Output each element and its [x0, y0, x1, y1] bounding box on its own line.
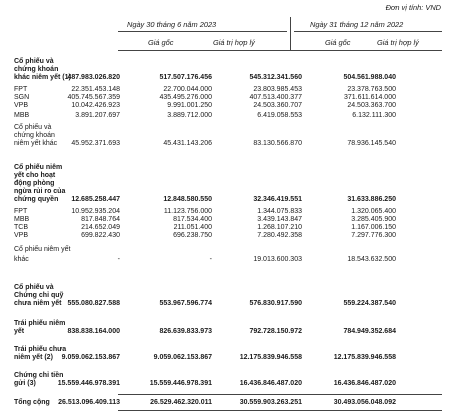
unit-note: Đơn vị tính: VND [385, 3, 441, 12]
row-label: TCB [14, 224, 28, 231]
row-value: 22.700.044.000 [163, 86, 212, 93]
row-value: 30.493.056.048.092 [333, 399, 396, 406]
row-value: 18.543.632.500 [347, 256, 396, 263]
row-value: 15.559.446.978.391 [57, 380, 120, 387]
row-label: khác [14, 256, 29, 263]
row-value: 12.175.839.946.558 [333, 354, 396, 361]
row-label: Cổ phiếu và [14, 58, 54, 65]
row-label: VPB [14, 232, 29, 239]
period-header-2022: Ngày 31 tháng 12 năm 2022 [310, 20, 404, 29]
row-value: 817.848.764 [81, 216, 120, 223]
row-label: Trái phiếu chưa [14, 346, 67, 353]
row-value: 545.312.341.560 [249, 74, 302, 81]
row-value: 371.611.614.000 [343, 94, 396, 101]
row-label: Cổ phiếu và [14, 284, 54, 291]
row-value: 15.559.446.978.391 [149, 380, 212, 387]
row-label: Cổ phiếu niêm [14, 164, 63, 171]
row-value: 1.344.075.833 [257, 208, 302, 215]
row-value: 435.495.276.000 [159, 94, 212, 101]
total-rule-top [118, 394, 442, 395]
row-label: MBB [14, 112, 30, 119]
row-value: 576.830.917.590 [249, 300, 302, 307]
row-value: 838.838.164.000 [67, 328, 120, 335]
row-value: 31.633.886.250 [347, 196, 396, 203]
col-header-fair-value-2023: Giá trị hợp lý [213, 38, 255, 47]
row-value: 9.991.001.250 [167, 102, 212, 109]
row-value: 211.051.400 [173, 224, 212, 231]
row-value: 10.042.426.923 [71, 102, 120, 109]
row-label: MBB [14, 216, 30, 223]
row-value: 9.059.062.153.867 [153, 354, 212, 361]
row-value: 7.297.776.300 [351, 232, 396, 239]
row-value: 9.059.062.153.867 [61, 354, 120, 361]
period-header-2023: Ngày 30 tháng 6 năm 2023 [127, 20, 217, 29]
row-value: 696.238.750 [173, 232, 212, 239]
row-label: Tổng cộng [14, 399, 50, 406]
period-header-rule-2 [294, 31, 442, 32]
row-value: 45.431.143.206 [163, 140, 212, 147]
row-value: 19.013.600.303 [253, 256, 302, 263]
row-value: 792.728.150.972 [249, 328, 302, 335]
row-label: chưa niêm yết [14, 300, 62, 307]
row-value: 3.889.712.000 [167, 112, 212, 119]
total-rule-bottom [118, 410, 442, 411]
col-header-fair-value-2022: Giá trị hợp lý [377, 38, 419, 47]
col-header-cost-2022: Giá gốc [325, 38, 351, 47]
row-value: 1.167.006.150 [351, 224, 396, 231]
row-label: niêm yết khác [14, 140, 58, 147]
row-value: - [117, 256, 120, 263]
row-label: Cổ phiếu niêm yết [14, 246, 71, 253]
row-value: 6.132.111.300 [352, 112, 396, 119]
row-label: SGN [14, 94, 30, 101]
row-label: khác niêm yết (1) [14, 74, 71, 81]
row-label: niêm yết (2) [14, 354, 53, 361]
row-value: 12.685.258.447 [71, 196, 120, 203]
row-value: 3.439.143.847 [257, 216, 302, 223]
row-value: 7.280.492.358 [257, 232, 302, 239]
row-value: 826.639.833.973 [159, 328, 212, 335]
row-value: 1.320.065.400 [351, 208, 396, 215]
row-value: 553.967.596.774 [159, 300, 212, 307]
row-value: 517.507.176.456 [159, 74, 212, 81]
row-label: chứng khoán [14, 132, 55, 139]
row-value: 559.224.387.540 [343, 300, 396, 307]
row-label: gửi (3) [14, 380, 36, 387]
row-label: yết [14, 328, 25, 335]
row-value: 83.130.566.870 [253, 140, 302, 147]
row-label: chứng quyền [14, 196, 59, 203]
column-header-rule [118, 50, 442, 51]
row-value: 24.503.363.700 [347, 102, 396, 109]
row-label: Chứng chỉ tiền [14, 372, 64, 379]
row-value: 407.513.400.377 [249, 94, 302, 101]
row-label: VPB [14, 102, 29, 109]
row-value: 3.285.405.900 [351, 216, 396, 223]
row-value: 1.268.107.210 [257, 224, 302, 231]
row-value: 22.351.453.148 [71, 86, 120, 93]
row-value: 12.175.839.946.558 [239, 354, 302, 361]
row-label: ngừa rủi ro của [14, 188, 66, 195]
row-value: 12.848.580.550 [163, 196, 212, 203]
row-label: FPT [14, 86, 28, 93]
row-value: 699.822.430 [81, 232, 120, 239]
row-value: 23.803.985.453 [253, 86, 302, 93]
period-header-rule-1 [118, 31, 287, 32]
row-value: 3.891.207.697 [75, 112, 120, 119]
col-header-cost-2023: Giá gốc [148, 38, 174, 47]
row-value: 6.419.058.553 [257, 112, 302, 119]
period-divider [290, 17, 291, 51]
row-value: 78.936.145.540 [347, 140, 396, 147]
row-value: 487.983.026.820 [67, 74, 120, 81]
row-value: 16.436.846.487.020 [239, 380, 302, 387]
row-label: FPT [14, 208, 28, 215]
row-value: 784.949.352.684 [343, 328, 396, 335]
row-value: 11.123.756.000 [163, 208, 212, 215]
row-value: 32.346.419.551 [253, 196, 302, 203]
row-label: yết cho hoạt [14, 172, 56, 179]
row-value: 45.952.371.693 [71, 140, 120, 147]
row-value: 24.503.360.707 [253, 102, 302, 109]
row-value: 26.513.096.409.113 [58, 399, 120, 406]
row-label: chứng khoán [14, 66, 59, 73]
row-value: 504.561.988.040 [343, 74, 396, 81]
row-value: 16.436.846.487.020 [333, 380, 396, 387]
row-value: 214.652.049 [81, 224, 120, 231]
row-value: 26.529.462.320.011 [150, 399, 212, 406]
row-label: động phòng [14, 180, 55, 187]
row-label: Chứng chỉ quỹ [14, 292, 64, 299]
row-value: 10.952.935.204 [71, 208, 120, 215]
row-value: 555.080.827.588 [67, 300, 120, 307]
row-value: 405.745.567.359 [67, 94, 120, 101]
row-value: 817.534.400 [173, 216, 212, 223]
row-value: 23.378.763.500 [347, 86, 396, 93]
row-value: - [209, 256, 212, 263]
row-label: Trái phiếu niêm [14, 320, 66, 327]
row-label: Cổ phiếu và [14, 124, 52, 131]
row-value: 30.559.903.263.251 [239, 399, 302, 406]
